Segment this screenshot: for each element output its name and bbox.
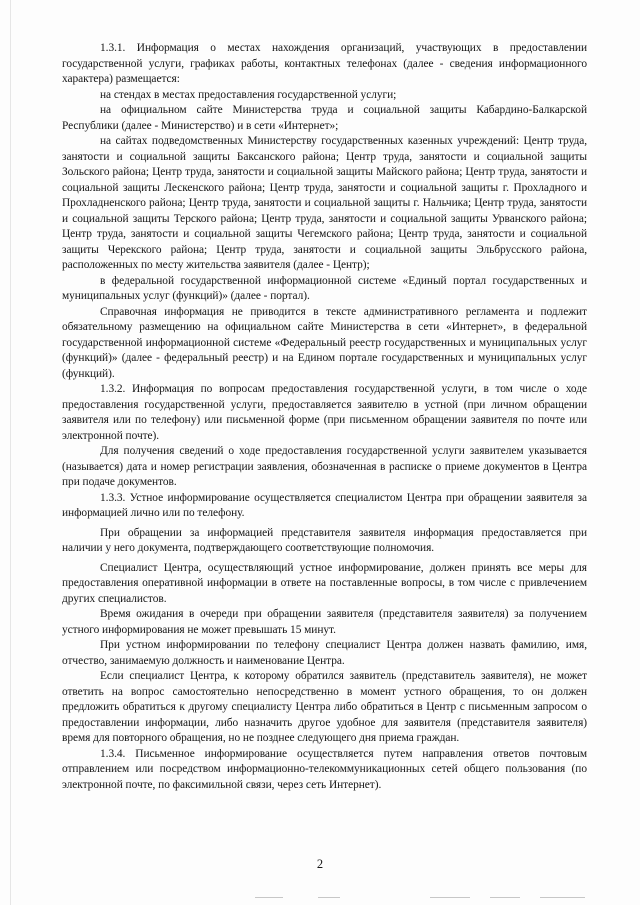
paragraph-redirect: Если специалист Центра, к которому обратился заявитель (представитель заявителя), не может ответить на вопрос самостоятельно непосредственно в момент устного обращения, то он должен предложить обратиться к другому специалисту Центра либо обратиться в Центр с письменным запросом о предоставлении информации, либо назначить другое удобное для заявителя (представителя заявителя) время для повторного обращения, но не позднее следующего дня приема граждан.: [62, 670, 587, 744]
paragraph-centers-sites: на сайтах подведомственных Министерству государственных казенных учреждений: Центр труда, занятости и социальной защиты Баксанского района; Центр труда, занятости и социальной защиты Зольского района; Центр труда, занятости и социальной защиты Майского района; Центр труда, занятости и социальной защиты Лескенского района; Центр труда, занятости и социальной защиты г. Прохладного и Прохладненского района; Центр труда, занятости и социальной защиты г. Нальчика; Центр труда, занятости и социальной защиты Терского района; Центр труда, занятости и социальной защиты Урванского района; Центр труда, занятости и социальной защиты Чегемского района; Центр труда, занятости и социальной защиты Черекского района; Центр труда, занятости и социальной защиты Эльбрусского района, расположенных по месту жительства заявителя (далее - Центр);: [62, 135, 587, 271]
paragraph-waiting-time: Время ожидания в очереди при обращении заявителя (представителя заявителя) за получением устного информирования не может превышать 15 минут.: [62, 608, 587, 636]
paragraph-1-3-1: 1.3.1. Информация о местах нахождения организаций, участвующих в предоставлении государственной услуги, графиках работы, контактных телефонах (далее - сведения информационного характера) размещается:: [62, 42, 587, 85]
paragraph-phone-info: При устном информировании по телефону специалист Центра должен назвать фамилию, имя, отчество, занимаемую должность и наименование Центра.: [62, 639, 587, 667]
paragraph-representative: При обращении за информацией представителя заявителя информация предоставляется при наличии у него документа, подтверждающего соответствующие полномочия.: [62, 526, 587, 554]
paragraph-stands: на стендах в местах предоставления государственной услуги;: [100, 88, 397, 101]
paragraph-1-3-2: 1.3.2. Информация по вопросам предоставления государственной услуги, в том числе о ходе предоставления государственной услуги, предоставляется заявителю в устной (при личном обращении заявителя или по телефону) или письменной форме (при письменном обращении заявителя по почте или электронной почте).: [62, 383, 587, 442]
paragraph-1-3-3: 1.3.3. Устное информирование осуществляется специалистом Центра при обращении заявителя за информацией лично или по телефону.: [62, 491, 587, 519]
page-number: 2: [316, 857, 324, 871]
paragraph-specialist: Специалист Центра, осуществляющий устное информирование, должен принять все меры для предоставления оперативной информации в ответе на поставленные вопросы, в том числе с привлечением других специалистов.: [62, 561, 587, 605]
document-body: [62, 41, 587, 793]
scan-artifact: [430, 897, 470, 898]
scan-artifact: [318, 897, 340, 898]
scan-artifact: [490, 897, 520, 898]
paragraph-portal: в федеральной государственной информационной системе «Единый портал государственных и муниципальных услуг (функций)» (далее - портал).: [62, 274, 587, 302]
paragraph-progress-info: Для получения сведений о ходе предоставления государственной услуги заявителем указывается (называется) дата и номер регистрации заявления, обозначенная в расписке о приеме документов в Центра при подаче документов.: [62, 445, 587, 488]
scan-artifact: [255, 897, 283, 898]
scan-artifact: [540, 897, 585, 898]
paragraph-1-3-4: 1.3.4. Письменное информирование осуществляется путем направления ответов почтовым отправлением или посредством информационно-телекоммуникационных сетей общего пользования (по электронной почте, по факсимильной связи, через сеть Интернет).: [62, 747, 587, 791]
paragraph-ministry-site: на официальном сайте Министерства труда и социальной защиты Кабардино-Балкарской Республики (далее - Министерство) и в сети «Интернет»;: [62, 104, 587, 132]
paragraph-reference-info: Справочная информация не приводится в тексте административного регламента и подлежит обязательному размещению на официальном сайте Министерства в сети «Интернет», в федеральной государственной информационной системе «Федеральный реестр государственных и муниципальных услуг (функций)» (далее - федеральный реестр) и на Едином портале государственных и муниципальных услуг (функций).: [62, 305, 587, 380]
scan-edge: [10, 0, 11, 905]
